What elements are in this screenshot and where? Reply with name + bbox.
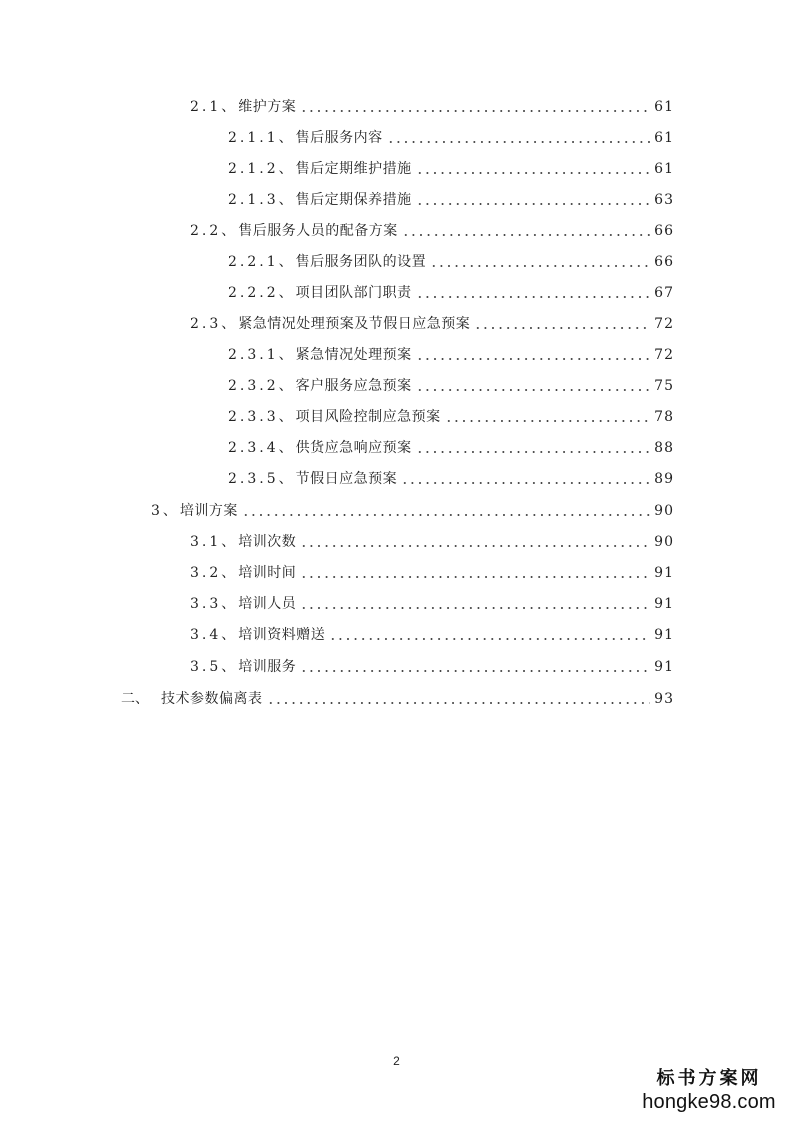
toc-leader-dots xyxy=(401,482,650,484)
toc-leader-dots xyxy=(416,296,651,298)
toc-entry-number: 2.3.5、 xyxy=(228,471,296,487)
toc-leader-dots xyxy=(300,607,650,609)
toc-entry[interactable] xyxy=(228,375,674,395)
toc-entry-page: 91 xyxy=(654,627,674,643)
toc-entry-number: 2.2.1、 xyxy=(228,254,296,270)
toc-entry-page: 61 xyxy=(654,99,674,115)
toc-entry-number: 2.2、 xyxy=(190,223,239,239)
toc-leader-dots xyxy=(387,141,651,143)
toc-entry-number: 2.3.4、 xyxy=(228,440,296,456)
toc-entry-page: 90 xyxy=(654,503,674,519)
toc-entry-number: 3.4、 xyxy=(190,627,239,643)
toc-entry[interactable] xyxy=(190,656,674,676)
toc-entry-title: 维护方案 xyxy=(238,99,297,115)
toc-leader-dots xyxy=(416,389,651,391)
toc-entry-title: 培训时间 xyxy=(238,565,297,581)
toc-leader-dots xyxy=(300,545,650,547)
toc-leader-dots xyxy=(267,702,651,704)
toc-entry-title: 项目风险控制应急预案 xyxy=(295,409,441,425)
toc-entry[interactable] xyxy=(228,127,674,147)
toc-entry-page: 78 xyxy=(654,409,674,425)
toc-leader-dots xyxy=(430,265,650,267)
toc-leader-dots xyxy=(402,234,650,236)
toc-entry-number: 2.2.2、 xyxy=(228,285,296,301)
toc-entry-title: 售后服务团队的设置 xyxy=(295,254,427,270)
toc-entry[interactable] xyxy=(228,344,674,364)
toc-entry-number: 2.3.1、 xyxy=(228,347,296,363)
toc-entry-page: 93 xyxy=(654,691,674,707)
toc-entry[interactable] xyxy=(190,96,674,116)
toc-entry[interactable] xyxy=(228,189,674,209)
toc-entry-title: 售后服务内容 xyxy=(295,130,383,146)
toc-entry-page: 61 xyxy=(654,161,674,177)
toc-entry[interactable] xyxy=(190,531,674,551)
toc-entry-number: 3、 xyxy=(151,503,180,519)
toc-entry[interactable] xyxy=(151,500,674,520)
toc-entry-number: 二、 xyxy=(121,691,149,707)
toc-entry-title: 培训方案 xyxy=(179,503,238,519)
toc-entry-title: 节假日应急预案 xyxy=(295,471,398,487)
toc-entry-page: 91 xyxy=(654,659,674,675)
toc-entry-title: 培训资料赠送 xyxy=(238,627,326,643)
toc-leader-dots xyxy=(416,172,651,174)
toc-entry-number: 3.2、 xyxy=(190,565,239,581)
toc-entry-page: 88 xyxy=(654,440,674,456)
toc-entry[interactable] xyxy=(121,688,674,708)
toc-entry-title: 培训服务 xyxy=(238,659,297,675)
toc-entry[interactable] xyxy=(190,562,674,582)
toc-leader-dots xyxy=(474,327,650,329)
toc-entry-page: 91 xyxy=(654,565,674,581)
toc-leader-dots xyxy=(416,358,651,360)
toc-leader-dots xyxy=(329,638,650,640)
toc-entry-title: 培训次数 xyxy=(238,534,297,550)
toc-entry[interactable] xyxy=(190,624,674,644)
toc-leader-dots xyxy=(416,203,651,205)
toc-entry-page: 75 xyxy=(654,378,674,394)
toc-entry-number: 2.3、 xyxy=(190,316,239,332)
toc-entry[interactable] xyxy=(190,593,674,613)
toc-entry[interactable] xyxy=(190,313,674,333)
toc-entry-page: 89 xyxy=(654,471,674,487)
watermark-domain: hongke98.com xyxy=(642,1091,776,1113)
toc-entry-page: 91 xyxy=(654,596,674,612)
toc-entry-page: 66 xyxy=(654,254,674,270)
toc-entry-page: 72 xyxy=(654,347,674,363)
page-number: 2 xyxy=(393,1054,400,1068)
toc-entry-page: 66 xyxy=(654,223,674,239)
toc-entry-title: 项目团队部门职责 xyxy=(295,285,412,301)
toc-entry-title: 客户服务应急预案 xyxy=(295,378,412,394)
toc-entry-title: 紧急情况处理预案及节假日应急预案 xyxy=(238,316,471,332)
toc-entry-number: 2.1.2、 xyxy=(228,161,296,177)
toc-leader-dots xyxy=(300,670,650,672)
toc-entry-number: 2.3.3、 xyxy=(228,409,296,425)
toc-entry-page: 63 xyxy=(654,192,674,208)
toc-leader-dots xyxy=(445,420,651,422)
toc-entry-number: 2.3.2、 xyxy=(228,378,296,394)
toc-entry[interactable] xyxy=(228,282,674,302)
toc-entry-title: 技术参数偏离表 xyxy=(161,691,263,707)
toc-entry-page: 72 xyxy=(654,316,674,332)
toc-entry-title: 售后服务人员的配备方案 xyxy=(238,223,398,239)
toc-entry-page: 61 xyxy=(654,130,674,146)
toc-entry-page: 67 xyxy=(654,285,674,301)
toc-entry[interactable] xyxy=(228,437,674,457)
watermark-logo xyxy=(639,1068,779,1114)
toc-entry-number: 2.1、 xyxy=(190,99,239,115)
toc-entry-title: 培训人员 xyxy=(238,596,297,612)
toc-entry-number: 3.3、 xyxy=(190,596,239,612)
toc-entry[interactable] xyxy=(228,251,674,271)
toc-entry[interactable] xyxy=(228,406,674,426)
toc-entry-number: 3.5、 xyxy=(190,659,239,675)
toc-leader-dots xyxy=(300,576,650,578)
toc-leader-dots xyxy=(300,110,650,112)
toc-entry-page: 90 xyxy=(654,534,674,550)
toc-entry[interactable] xyxy=(228,158,674,178)
toc-leader-dots xyxy=(242,514,650,516)
toc-entry-number: 3.1、 xyxy=(190,534,239,550)
toc-entry-title: 售后定期保养措施 xyxy=(295,192,412,208)
toc-entry-number: 2.1.3、 xyxy=(228,192,296,208)
watermark-name: 标书方案网 xyxy=(656,1068,762,1089)
toc-entry-title: 紧急情况处理预案 xyxy=(295,347,412,363)
toc-entry-title: 售后定期维护措施 xyxy=(295,161,412,177)
toc-entry[interactable] xyxy=(228,468,674,488)
toc-entry-title: 供货应急响应预案 xyxy=(295,440,412,456)
toc-entry[interactable] xyxy=(190,220,674,240)
toc-leader-dots xyxy=(416,451,651,453)
toc-entry-number: 2.1.1、 xyxy=(228,130,296,146)
